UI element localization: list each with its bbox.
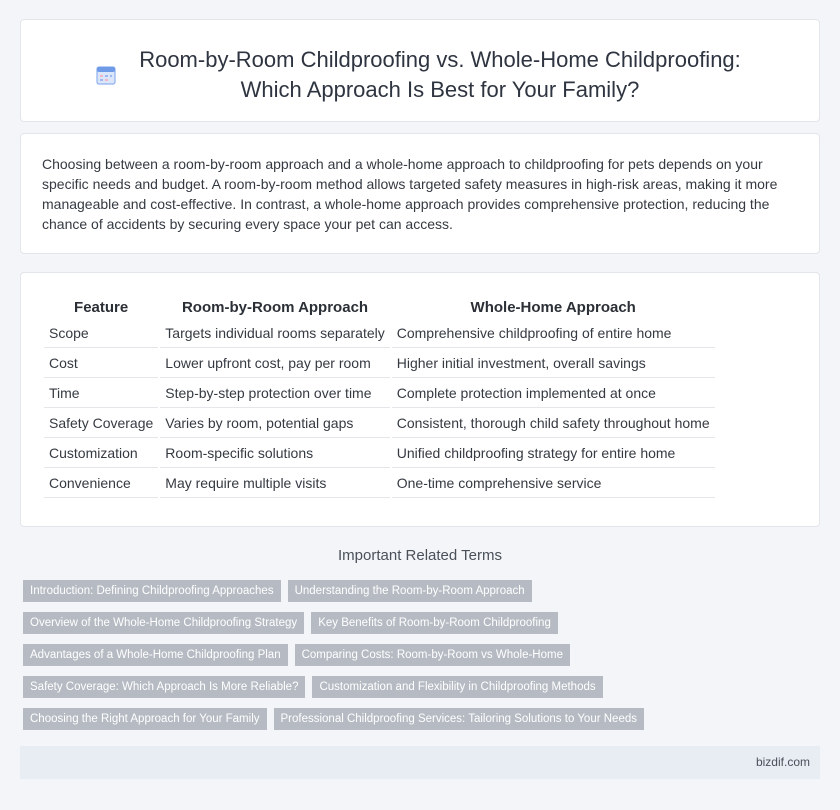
- related-term-link[interactable]: Choosing the Right Approach for Your Family: [23, 708, 267, 730]
- table-row: [44, 378, 715, 408]
- related-term-link[interactable]: Introduction: Defining Childproofing Approaches: [23, 580, 281, 602]
- related-terms-heading: Important Related Terms: [338, 547, 502, 564]
- comparison-card: [20, 272, 820, 527]
- related-term-link[interactable]: Comparing Costs: Room-by-Room vs Whole-Home: [295, 644, 570, 666]
- tag-row: [23, 580, 683, 602]
- tag-row: [23, 676, 683, 698]
- table-cell: Time: [44, 378, 158, 408]
- tag-row: [23, 644, 683, 666]
- table-cell: Safety Coverage: [44, 408, 158, 438]
- header-room-by-room: Room-by-Room Approach: [181, 299, 369, 316]
- table-row: [44, 408, 715, 438]
- table-cell: Targets individual rooms separately: [160, 318, 389, 348]
- table-row: [44, 438, 715, 468]
- tag-row: [23, 612, 683, 634]
- table-cell: Unified childproofing strategy for entire home: [392, 438, 715, 468]
- table-cell: Step-by-step protection over time: [160, 378, 389, 408]
- related-term-link[interactable]: Understanding the Room-by-Room Approach: [288, 580, 532, 602]
- table-cell: Varies by room, potential gaps: [160, 408, 389, 438]
- intro-paragraph: Choosing between a room-by-room approach and a whole-home approach to childproofing for pets depends on your specific needs and budget. A room-by-room method allows targeted safety measures in high-risk areas, making it more manageable and cost-effective. In contrast, a whole-home approach provides comprehensive protection, reducing the chance of accidents by securing every space your pet can access.: [42, 156, 778, 232]
- page-title-line-1: Room-by-Room Childproofing vs. Whole-Home Childproofing:: [139, 47, 741, 72]
- table-row: [44, 468, 715, 498]
- header-whole-home: Whole-Home Approach: [470, 299, 636, 316]
- related-term-link[interactable]: Key Benefits of Room-by-Room Childproofing: [311, 612, 558, 634]
- table-cell: Convenience: [44, 468, 158, 498]
- tag-row: [23, 708, 683, 730]
- table-header-row: [44, 297, 715, 318]
- table-cell: Higher initial investment, overall savings: [392, 348, 715, 378]
- page-title-line-2: Which Approach Is Best for Your Family?: [240, 77, 640, 102]
- table-row: [44, 348, 715, 378]
- related-terms-list: [23, 580, 683, 740]
- table-cell: Room-specific solutions: [160, 438, 389, 468]
- table-cell: Consistent, thorough child safety throughout home: [392, 408, 715, 438]
- footer: [20, 746, 820, 779]
- table-cell: One-time comprehensive service: [392, 468, 715, 498]
- related-term-link[interactable]: Safety Coverage: Which Approach Is More Reliable?: [23, 676, 305, 698]
- footer-site-link[interactable]: bizdif.com: [755, 755, 810, 769]
- related-term-link[interactable]: Professional Childproofing Services: Tailoring Solutions to Your Needs: [274, 708, 645, 730]
- table-cell: Cost: [44, 348, 158, 378]
- page-title: [80, 45, 800, 105]
- related-term-link[interactable]: Advantages of a Whole-Home Childproofing Plan: [23, 644, 288, 666]
- table-cell: Scope: [44, 318, 158, 348]
- related-term-link[interactable]: Overview of the Whole-Home Childproofing Strategy: [23, 612, 304, 634]
- related-term-link[interactable]: Customization and Flexibility in Childproofing Methods: [312, 676, 602, 698]
- table-cell: Comprehensive childproofing of entire home: [392, 318, 715, 348]
- table-cell: Complete protection implemented at once: [392, 378, 715, 408]
- table-cell: Customization: [44, 438, 158, 468]
- table-row: [44, 318, 715, 348]
- table-cell: Lower upfront cost, pay per room: [160, 348, 389, 378]
- comparison-table: [42, 297, 717, 498]
- header-feature: Feature: [74, 299, 129, 316]
- intro-card: [20, 133, 820, 254]
- table-cell: May require multiple visits: [160, 468, 389, 498]
